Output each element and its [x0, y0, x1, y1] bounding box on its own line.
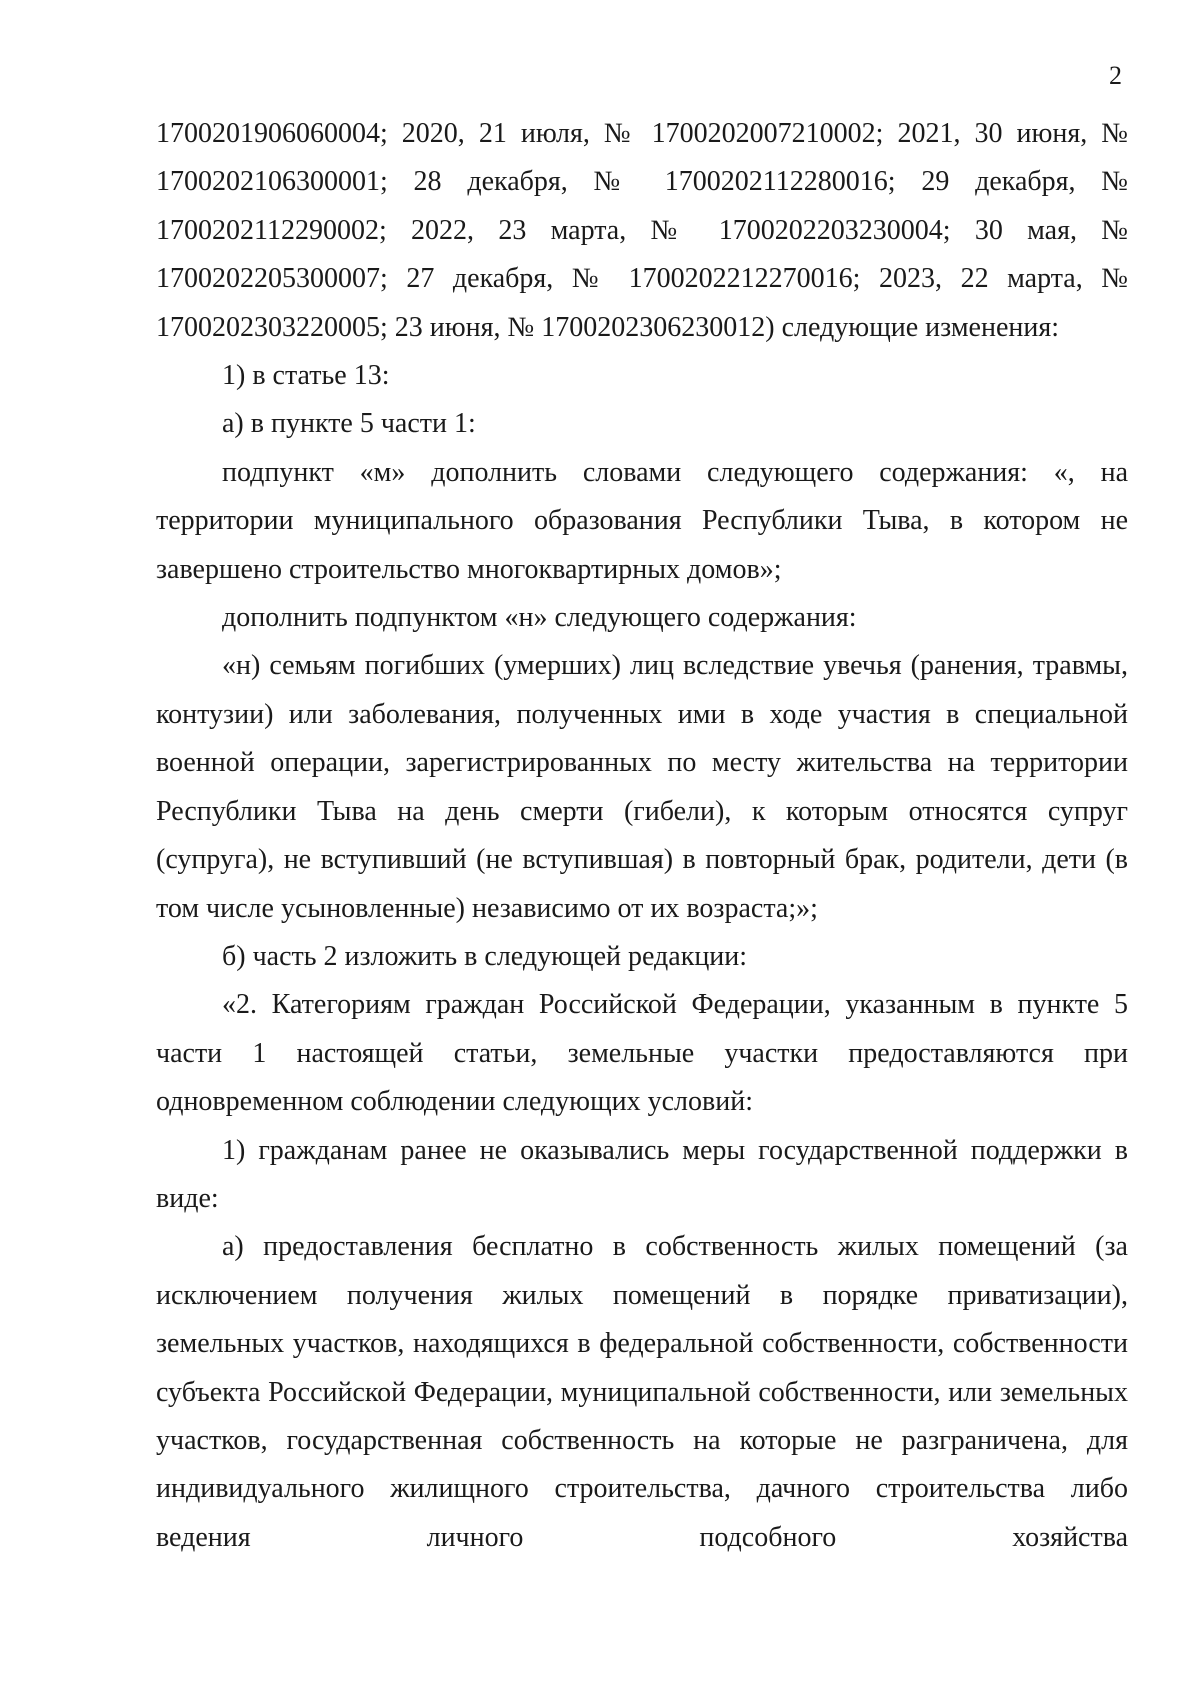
- paragraph-item-5-part-1: а) в пункте 5 части 1:: [222, 408, 476, 440]
- paragraph-condition-1: 1) гражданам ранее не оказывались меры государственной поддержки в виде:: [156, 1134, 1128, 1214]
- page-number: 2: [1109, 61, 1122, 90]
- paragraph-condition-1a: а) предоставления бесплатно в собственность жилых помещений (за исключением получения жилых помещений в порядке приватизации), земельных участков, находящихся в федеральной собственности, собственности субъекта Российской Федерации, муниципальной собственности, или земельных участков, государственная собственность на которые не разграничена, для индивидуального жилищного строительства, дачного строительства либо ведения личного подсобного хозяйства: [156, 1231, 1128, 1553]
- paragraph-article-13: 1) в статье 13:: [222, 360, 390, 392]
- paragraph-registration-numbers: 1700201906060004; 2020, 21 июля, № 1700202007210002; 2021, 30 июня, № 1700202106300001; 28 декабря, № 1700202112280016; 29 декабря, № 1700202112290002; 2022, 23 марта, № 1700202203230004; 30 мая, № 1700202205300007; 27 декабря, № 1700202212270016; 2023, 22 марта, № 1700202303220005; 23 июня, № 1700202306230012) следующие изменения:: [156, 118, 1128, 343]
- document-body: [156, 110, 1128, 1562]
- paragraph-part-2-text: «2. Категориям граждан Российской Федерации, указанным в пункте 5 части 1 настоящей статьи, земельные участки предоставляются при одновременном соблюдении следующих условий:: [156, 989, 1128, 1118]
- paragraph-subitem-m: подпункт «м» дополнить словами следующего содержания: «, на территории муниципального образования Республики Тыва, в котором не завершено строительство многоквартирных домов»;: [156, 456, 1128, 585]
- paragraph-part-2-edit: б) часть 2 изложить в следующей редакции:: [222, 940, 748, 972]
- paragraph-subitem-n-text: «н) семьям погибших (умерших) лиц вследствие увечья (ранения, травмы, контузии) или заболевания, полученных ими в ходе участия в специальной военной операции, зарегистрированных по месту жительства на территории Республики Тыва на день смерти (гибели), к которым относятся супруг (супруга), не вступивший (не вступившая) в повторный брак, родители, дети (в том числе усыновленные) независимо от их возраста;»;: [156, 650, 1128, 924]
- paragraph-add-subitem-n: дополнить подпунктом «н» следующего содержания:: [222, 602, 857, 634]
